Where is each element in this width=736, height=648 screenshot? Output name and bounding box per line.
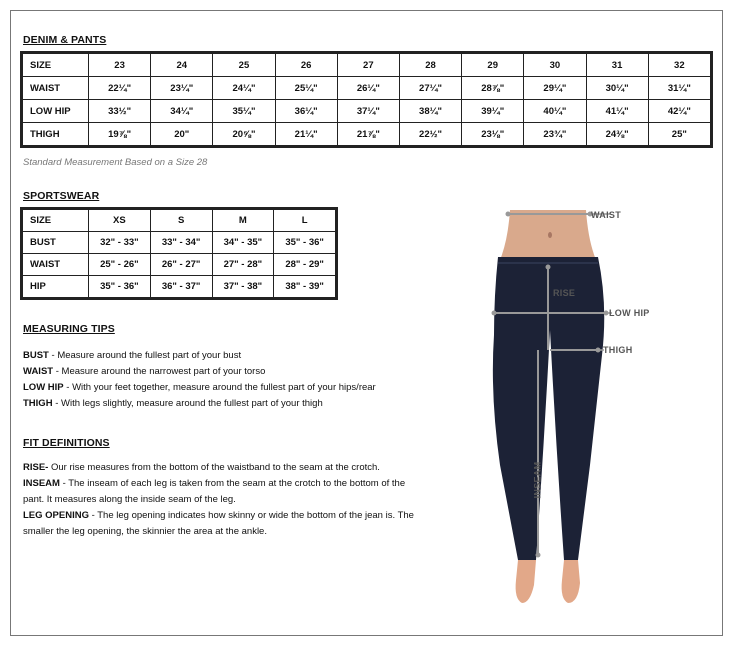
thigh-label: THIGH: [603, 345, 633, 355]
term: INSEAM: [23, 478, 60, 489]
table-cell: 22¼": [89, 77, 151, 100]
row-label: LOW HIP: [23, 100, 89, 123]
table-cell: 28: [399, 54, 461, 77]
table-cell: 23¾": [524, 123, 586, 146]
table-cell: 25: [213, 54, 275, 77]
term: LOW HIP: [23, 382, 64, 393]
definition: Our rise measures from the bottom of the waistband to the seam at the crotch.: [48, 462, 380, 473]
sportswear-size-table: [22, 209, 336, 298]
header-row: [23, 54, 711, 77]
denim-size-table: [22, 53, 711, 146]
definition: - With legs slightly, measure around the fullest part of your thigh: [52, 398, 323, 409]
table-cell: 20⅝": [213, 123, 275, 146]
left-foot: [516, 560, 536, 603]
definition: - Measure around the fullest part of your bust: [48, 350, 242, 361]
fit-list: [23, 460, 418, 540]
low-hip-label: LOW HIP: [609, 308, 650, 318]
waist-label: WAIST: [591, 210, 621, 220]
table-row: [23, 254, 336, 276]
header-row: [23, 210, 336, 232]
table-row: [23, 276, 336, 298]
table-cell: 30: [524, 54, 586, 77]
table-cell: 39¼": [462, 100, 524, 123]
table-cell: 23: [89, 54, 151, 77]
table-cell: 35" - 36": [89, 276, 151, 298]
definition: - The inseam of each leg is taken from the seam at the crotch to the bottom of the pant. It measures along the inside seam of the leg.: [23, 478, 406, 505]
definition: - Measure around the narrowest part of your torso: [53, 366, 266, 377]
table-cell: 27: [337, 54, 399, 77]
table-cell: XS: [89, 210, 151, 232]
table-cell: 33" - 34": [150, 232, 212, 254]
list-item: [23, 348, 423, 364]
table-cell: 41¼": [586, 100, 648, 123]
table-cell: 24: [151, 54, 213, 77]
inseam-label: INSEAM: [532, 461, 543, 499]
term: BUST: [23, 350, 49, 361]
row-label: THIGH: [23, 123, 89, 146]
table-cell: 23⅛": [462, 123, 524, 146]
list-item: [23, 396, 423, 412]
table-cell: L: [274, 210, 336, 232]
term: LEG OPENING: [23, 510, 89, 521]
table-cell: 24⅜": [586, 123, 648, 146]
table-cell: 32: [648, 54, 710, 77]
row-label: SIZE: [23, 210, 89, 232]
table-cell: 38¼": [399, 100, 461, 123]
table-row: [23, 77, 711, 100]
tips-title: MEASURING TIPS: [23, 323, 115, 335]
list-item: [23, 460, 418, 476]
table-cell: 29: [462, 54, 524, 77]
right-foot: [562, 560, 580, 603]
table-row: [23, 232, 336, 254]
tips-list: [23, 348, 423, 412]
list-item: [23, 508, 418, 540]
table-cell: M: [212, 210, 274, 232]
table-cell: 29¼": [524, 77, 586, 100]
table-cell: 34" - 35": [212, 232, 274, 254]
rise-label: RISE: [553, 288, 576, 298]
table-cell: 40¼": [524, 100, 586, 123]
term: RISE-: [23, 462, 49, 473]
denim-note: Standard Measurement Based on a Size 28: [23, 157, 208, 168]
table-cell: 31: [586, 54, 648, 77]
definition: - The leg opening indicates how skinny or wide the bottom of the jean is. The smaller the leg opening, the skinnier the area at the ankle.: [23, 510, 414, 537]
term: WAIST: [23, 366, 54, 377]
table-cell: 30¼": [586, 77, 648, 100]
table-cell: 25" - 26": [89, 254, 151, 276]
row-label: WAIST: [23, 254, 89, 276]
table-cell: 20": [151, 123, 213, 146]
table-cell: 32" - 33": [89, 232, 151, 254]
table-cell: 38" - 39": [274, 276, 336, 298]
list-item: [23, 476, 418, 508]
table-cell: 37¼": [337, 100, 399, 123]
list-item: [23, 364, 423, 380]
table-row: [23, 100, 711, 123]
table-row: [23, 123, 711, 146]
table-cell: 25¼": [275, 77, 337, 100]
table-cell: 27¼": [399, 77, 461, 100]
sportswear-title: SPORTSWEAR: [23, 190, 100, 202]
jeans-figure: [470, 195, 700, 615]
definition: - With your feet together, measure around the fullest part of your hips/rear: [63, 382, 376, 393]
table-cell: 35¼": [213, 100, 275, 123]
row-label: BUST: [23, 232, 89, 254]
table-cell: 37" - 38": [212, 276, 274, 298]
navel: [548, 232, 552, 238]
table-cell: 33½": [89, 100, 151, 123]
table-cell: 42¼": [648, 100, 710, 123]
row-label: WAIST: [23, 77, 89, 100]
table-cell: 27" - 28": [212, 254, 274, 276]
table-cell: 22½": [399, 123, 461, 146]
table-cell: 26: [275, 54, 337, 77]
table-cell: 21⅞": [337, 123, 399, 146]
table-cell: 35" - 36": [274, 232, 336, 254]
table-cell: 31¼": [648, 77, 710, 100]
term: THIGH: [23, 398, 53, 409]
row-label: HIP: [23, 276, 89, 298]
table-cell: 26" - 27": [150, 254, 212, 276]
list-item: [23, 380, 423, 396]
table-cell: 36" - 37": [150, 276, 212, 298]
table-cell: 36¼": [275, 100, 337, 123]
table-cell: 23¼": [151, 77, 213, 100]
table-cell: 19⅞": [89, 123, 151, 146]
table-cell: 21¼": [275, 123, 337, 146]
row-label: SIZE: [23, 54, 89, 77]
table-cell: S: [150, 210, 212, 232]
table-cell: 25": [648, 123, 710, 146]
table-cell: 24¼": [213, 77, 275, 100]
table-cell: 34¼": [151, 100, 213, 123]
table-cell: 26¼": [337, 77, 399, 100]
fit-title: FIT DEFINITIONS: [23, 437, 110, 449]
denim-title: DENIM & PANTS: [23, 34, 107, 46]
table-cell: 28" - 29": [274, 254, 336, 276]
table-cell: 28⅞": [462, 77, 524, 100]
